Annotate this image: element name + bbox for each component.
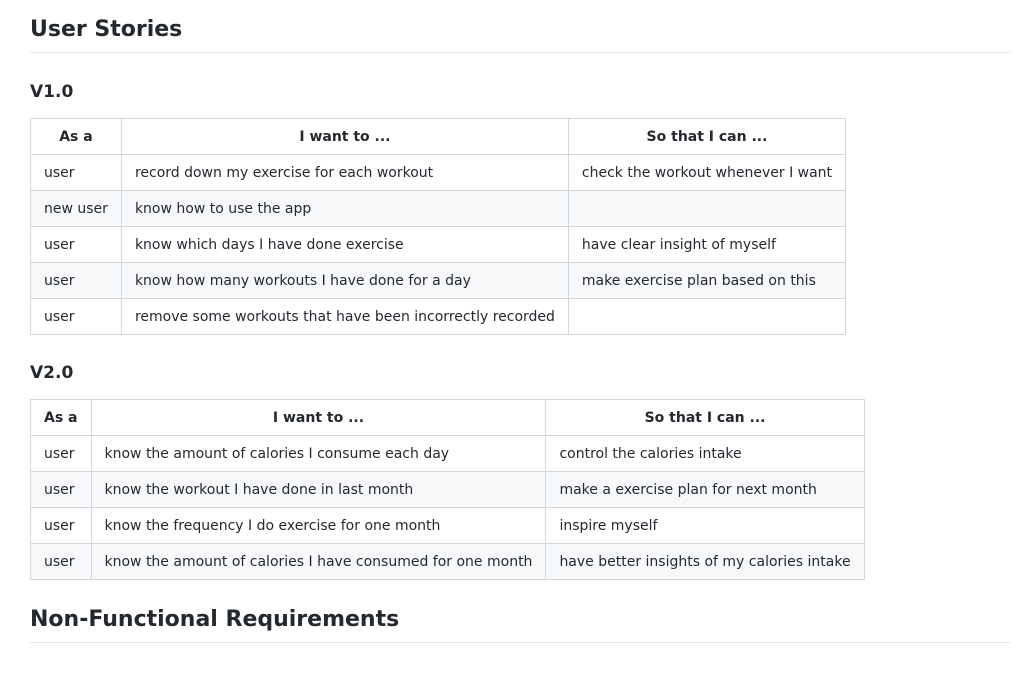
role-cell: user xyxy=(31,263,122,299)
role-cell: new user xyxy=(31,191,122,227)
benefit-cell: have clear insight of myself xyxy=(568,227,845,263)
header-i-want-to: I want to ... xyxy=(121,119,568,155)
table-header-row xyxy=(31,400,865,436)
v1-user-stories-table xyxy=(30,118,846,335)
table-row xyxy=(31,508,865,544)
table-row xyxy=(31,472,865,508)
want-cell: know the amount of calories I consume each day xyxy=(91,436,546,472)
v1-heading: V1.0 xyxy=(30,82,74,102)
header-so-that-i-can: So that I can ... xyxy=(546,400,864,436)
non-functional-requirements-heading: Non-Functional Requirements xyxy=(30,606,1011,643)
want-cell: know the frequency I do exercise for one month xyxy=(91,508,546,544)
benefit-cell: check the workout whenever I want xyxy=(568,155,845,191)
table-row xyxy=(31,191,846,227)
user-stories-heading: User Stories xyxy=(30,16,1011,53)
table-row xyxy=(31,436,865,472)
want-cell: know how many workouts I have done for a day xyxy=(121,263,568,299)
benefit-cell xyxy=(568,191,845,227)
benefit-cell: inspire myself xyxy=(546,508,864,544)
benefit-cell: control the calories intake xyxy=(546,436,864,472)
benefit-cell: make a exercise plan for next month xyxy=(546,472,864,508)
table-row xyxy=(31,544,865,580)
header-i-want-to: I want to ... xyxy=(91,400,546,436)
want-cell: remove some workouts that have been incorrectly recorded xyxy=(121,299,568,335)
role-cell: user xyxy=(31,227,122,263)
table-header-row xyxy=(31,119,846,155)
table-row xyxy=(31,155,846,191)
role-cell: user xyxy=(31,299,122,335)
benefit-cell: have better insights of my calories intake xyxy=(546,544,864,580)
want-cell: know the workout I have done in last month xyxy=(91,472,546,508)
benefit-cell xyxy=(568,299,845,335)
markdown-document xyxy=(30,0,1011,643)
want-cell: know how to use the app xyxy=(121,191,568,227)
header-so-that-i-can: So that I can ... xyxy=(568,119,845,155)
role-cell: user xyxy=(31,436,92,472)
role-cell: user xyxy=(31,472,92,508)
want-cell: know which days I have done exercise xyxy=(121,227,568,263)
table-row xyxy=(31,263,846,299)
want-cell: know the amount of calories I have consumed for one month xyxy=(91,544,546,580)
role-cell: user xyxy=(31,508,92,544)
want-cell: record down my exercise for each workout xyxy=(121,155,568,191)
v2-heading: V2.0 xyxy=(30,363,74,383)
header-as-a: As a xyxy=(31,119,122,155)
role-cell: user xyxy=(31,544,92,580)
table-row xyxy=(31,227,846,263)
role-cell: user xyxy=(31,155,122,191)
table-row xyxy=(31,299,846,335)
header-as-a: As a xyxy=(31,400,92,436)
v2-user-stories-table xyxy=(30,399,865,580)
benefit-cell: make exercise plan based on this xyxy=(568,263,845,299)
